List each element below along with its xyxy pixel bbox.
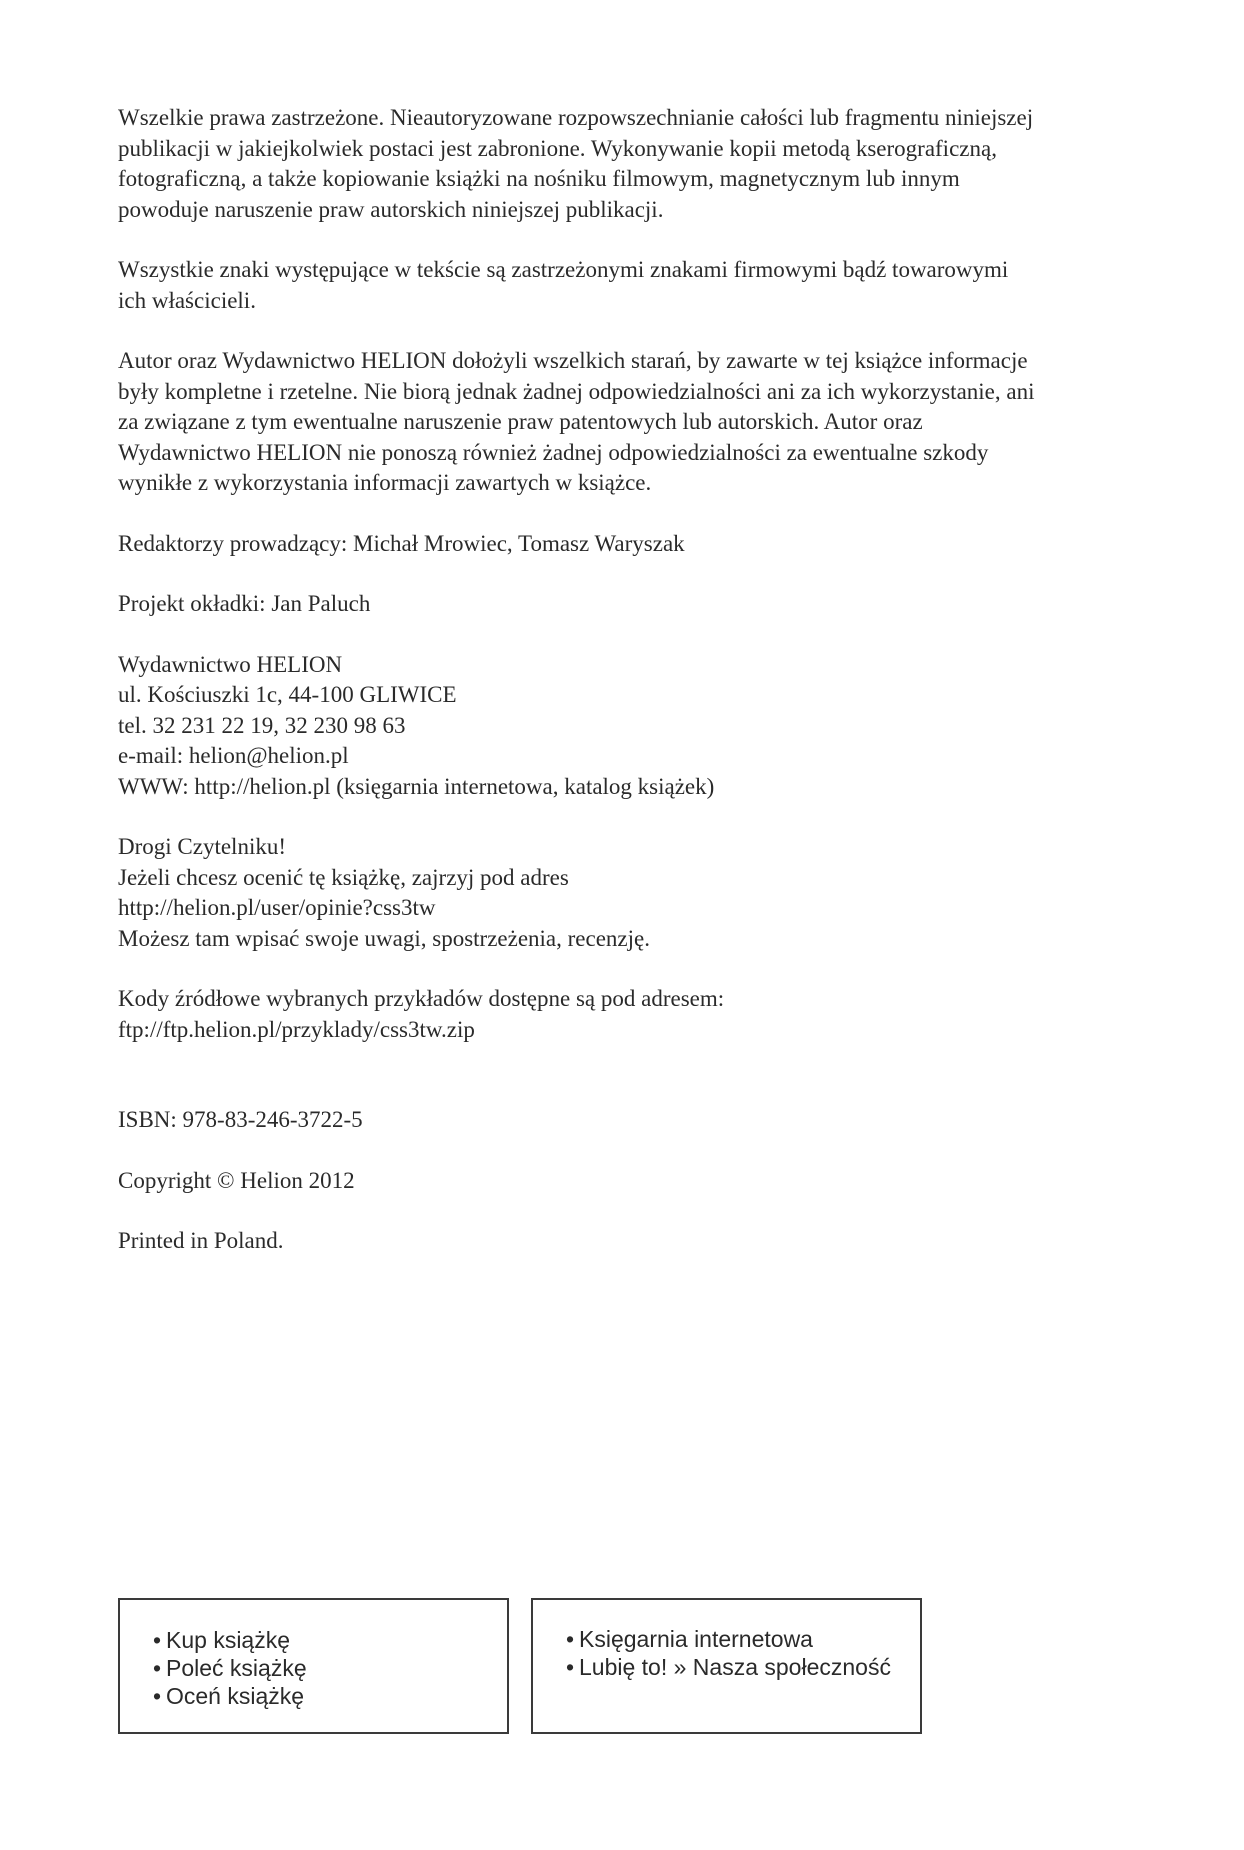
disclaimer-line: wynikłe z wykorzystania informacji zawartych w książce. (118, 470, 652, 495)
disclaimer-line: Autor oraz Wydawnictwo HELION dołożyli wszelkich starań, by zawarte w tej książce informacje (118, 348, 1028, 373)
spacer (118, 1045, 1158, 1105)
trademarks-paragraph (118, 255, 1158, 316)
bullet-icon: • (566, 1626, 575, 1652)
trademarks-line: ich właścicieli. (118, 287, 256, 313)
bullet-icon: • (153, 1683, 162, 1709)
cover-design-line (118, 589, 1158, 620)
publisher-www: WWW: http://helion.pl (księgarnia internetowa, katalog książek) (118, 773, 715, 799)
reader-note-line: Możesz tam wpisać swoje uwagi, spostrzeżenia, recenzję. (118, 925, 650, 951)
rights-line: Wszelkie prawa zastrzeżone. Nieautoryzowane rozpowszechnianie całości lub fragmentu niniejszej (118, 105, 1034, 130)
publisher-email: e-mail: helion@helion.pl (118, 743, 349, 768)
bookstore-label: Księgarnia internetowa (579, 1626, 813, 1652)
reader-note (118, 832, 1158, 954)
rights-paragraph (118, 103, 1158, 225)
reader-note-greeting: Drogi Czytelniku! (118, 834, 286, 859)
bullet-icon: • (153, 1655, 162, 1681)
disclaimer-line: były kompletne i rzetelne. Nie biorą jednak żadnej odpowiedzialności ani za ich wykorzystanie, ani (118, 378, 1035, 404)
source-code-url: ftp://ftp.helion.pl/przyklady/css3tw.zip (118, 1016, 475, 1042)
buy-book-link[interactable] (153, 1626, 507, 1654)
editors-text: Redaktorzy prowadzący: Michał Mrowiec, Tomasz Waryszak (118, 530, 685, 556)
community-list (533, 1600, 920, 1681)
printed-text: Printed in Poland. (118, 1228, 284, 1253)
bullet-icon: • (566, 1654, 575, 1680)
rights-line: publikacji w jakiejkolwiek postaci jest zabronione. Wykonywanie kopii metodą kserograficzną, (118, 135, 997, 161)
source-code-line: Kody źródłowe wybranych przykładów dostępne są pod adresem: (118, 986, 725, 1011)
book-actions-box (118, 1598, 509, 1734)
publisher-phone: tel. 32 231 22 19, 32 230 98 63 (118, 712, 406, 738)
recommend-book-link[interactable] (153, 1654, 507, 1682)
bullet-icon: • (153, 1627, 162, 1653)
publisher-name: Wydawnictwo HELION (118, 651, 343, 677)
rate-book-link[interactable] (153, 1682, 507, 1710)
cover-design-text: Projekt okładki: Jan Paluch (118, 591, 371, 616)
buy-book-label: Kup książkę (166, 1627, 291, 1653)
copyright-line (118, 1166, 1158, 1197)
disclaimer-paragraph (118, 346, 1158, 499)
community-box (531, 1598, 922, 1734)
source-code-note (118, 984, 1158, 1045)
printed-line (118, 1226, 1158, 1257)
isbn-line (118, 1105, 1158, 1136)
rate-book-label: Oceń książkę (166, 1683, 305, 1709)
book-actions-list (120, 1600, 507, 1710)
disclaimer-line: Wydawnictwo HELION nie ponoszą również żadnej odpowiedzialności za ewentualne szkody (118, 439, 989, 465)
rights-line: powoduje naruszenie praw autorskich niniejszej publikacji. (118, 196, 664, 222)
publisher-address: ul. Kościuszki 1c, 44-100 GLIWICE (118, 682, 457, 707)
trademarks-line: Wszystkie znaki występujące w tekście są zastrzeżonymi znakami firmowymi bądź towarowymi (118, 257, 1009, 282)
copyright-text: Copyright © Helion 2012 (118, 1167, 355, 1193)
rights-line: fotograficzną, a także kopiowanie książki na nośniku filmowym, magnetycznym lub innym (118, 166, 960, 191)
bookstore-link[interactable] (566, 1625, 920, 1653)
reader-note-url: http://helion.pl/user/opinie?css3tw (118, 895, 436, 920)
reader-note-line: Jeżeli chcesz ocenić tę książkę, zajrzyj pod adres (118, 864, 569, 890)
community-label: Lubię to! » Nasza społeczność (579, 1654, 891, 1680)
disclaimer-line: za związane z tym ewentualne naruszenie praw patentowych lub autorskich. Autor oraz (118, 409, 923, 434)
community-link[interactable] (566, 1653, 920, 1681)
recommend-book-label: Poleć książkę (166, 1655, 307, 1681)
copyright-page-text (118, 103, 1158, 1287)
editors-line (118, 529, 1158, 560)
isbn-text: ISBN: 978-83-246-3722-5 (118, 1107, 363, 1132)
publisher-block (118, 650, 1158, 803)
